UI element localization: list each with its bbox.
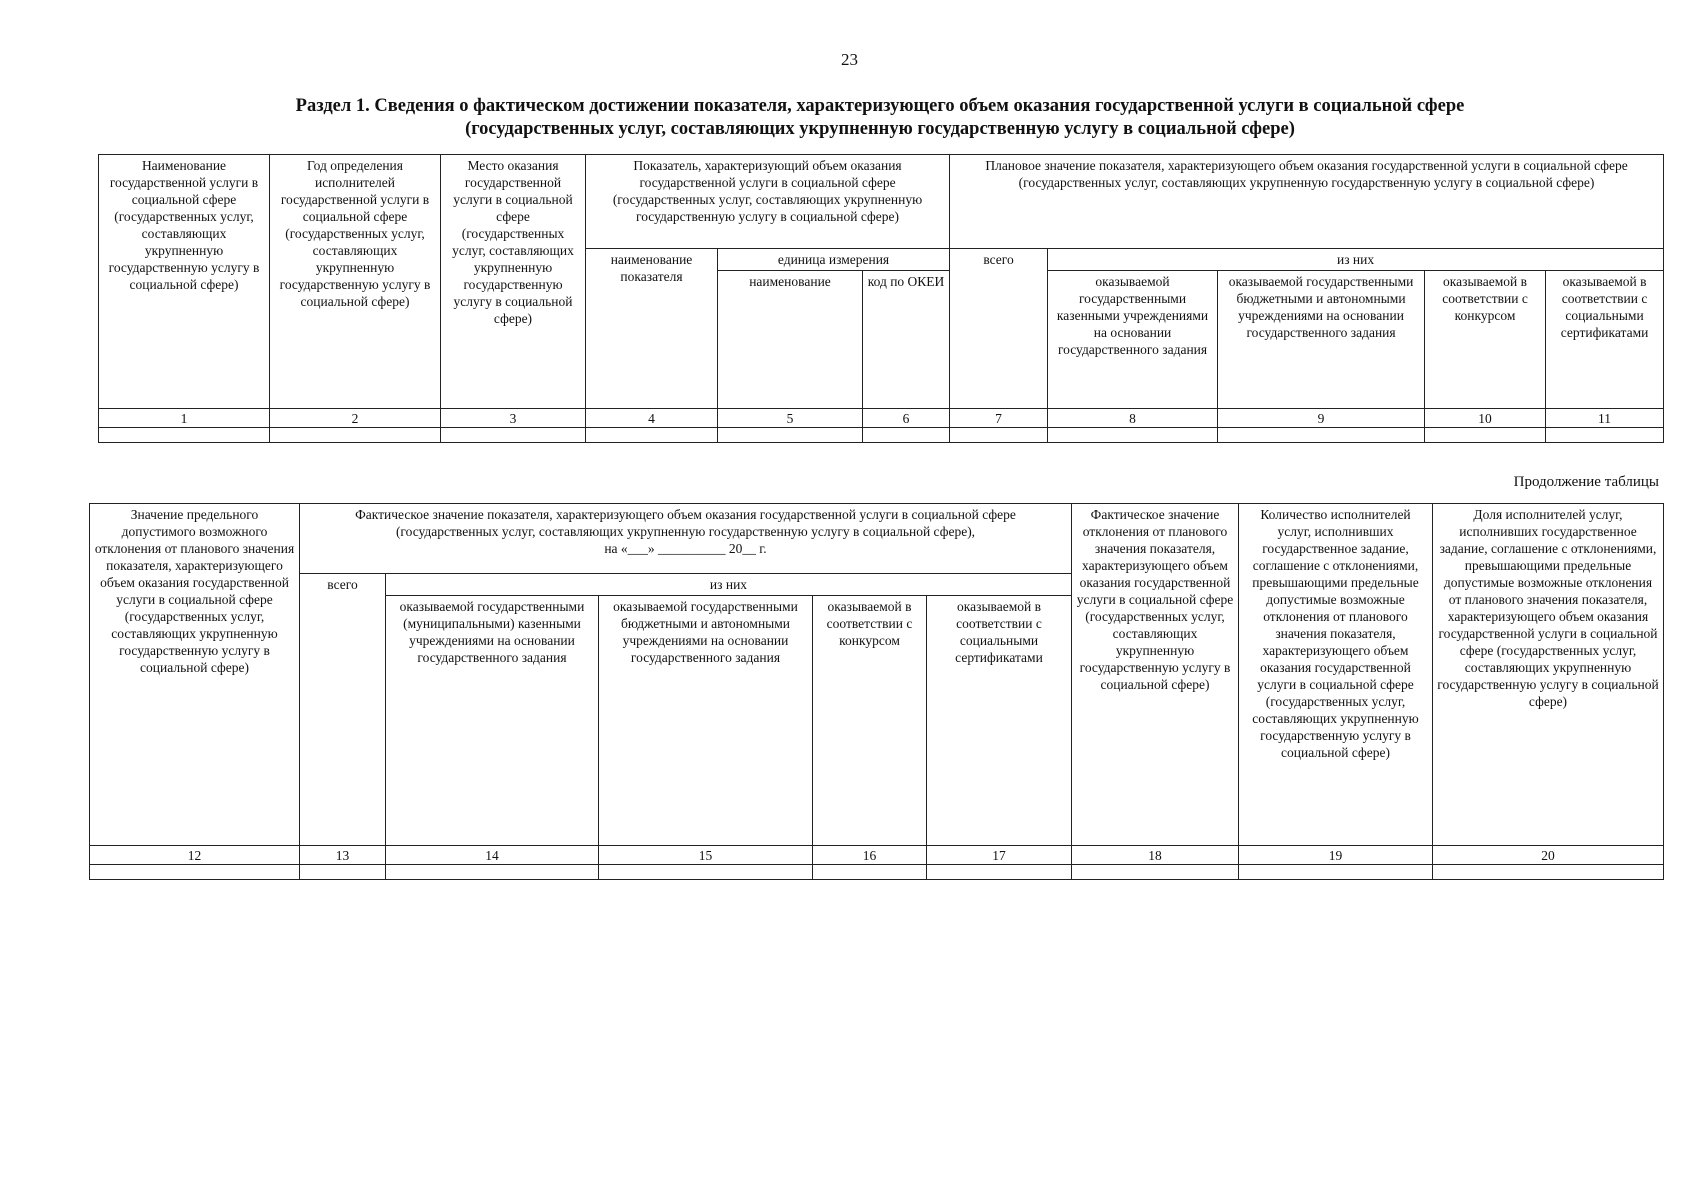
header-actual-deviation: Фактическое значение отклонения от планового значения показателя, характеризующего объем оказания государственной услуги в социальной сфере (государственных услуг, составляющих укрупненную государственную услугу в социальной сфере) <box>1072 504 1239 846</box>
data-cell[interactable] <box>1425 428 1546 443</box>
column-number: 18 <box>1072 846 1239 865</box>
section-heading <box>140 95 1620 141</box>
table-continuation-label: Продолжение таблицы <box>1513 474 1659 490</box>
header-actual-value-text: Фактическое значение показателя, характеризующего объем оказания государственной услуги в социальной сфере (государственных услуг, составляющих укрупненную государственную услугу в социальной сфере), <box>355 507 1016 539</box>
column-number: 4 <box>586 409 718 428</box>
data-cell[interactable] <box>441 428 586 443</box>
header-planned-budget-institutions: оказываемой государственными бюджетными и автономными учреждениями на основании государственного задания <box>1218 271 1425 409</box>
header-service-place: Место оказания государственной услуги в социальной сфере (государственных услуг, составляющих укрупненную государственную услугу в социальной сфере) <box>441 155 586 409</box>
column-number: 2 <box>270 409 441 428</box>
header-actual-of-them: из них <box>386 574 1072 596</box>
header-indicator-group: Показатель, характеризующий объем оказания государственной услуги в социальной сфере (государственных услуг, составляющих укрупненную государственную услугу в социальной сфере) <box>586 155 950 249</box>
column-number: 20 <box>1433 846 1664 865</box>
column-number: 15 <box>599 846 813 865</box>
data-cell[interactable] <box>599 865 813 880</box>
data-cell[interactable] <box>386 865 599 880</box>
header-planned-competition: оказываемой в соответствии с конкурсом <box>1425 271 1546 409</box>
data-cell[interactable] <box>90 865 300 880</box>
column-numbers-row <box>90 846 1664 865</box>
column-number: 16 <box>813 846 927 865</box>
column-number: 5 <box>718 409 863 428</box>
actual-values-table <box>89 503 1664 880</box>
header-service-name: Наименование государственной услуги в социальной сфере (государственных услуг, составляющих укрупненную государственную услугу в социальной сфере) <box>99 155 270 409</box>
section-heading-line-1: Раздел 1. Сведения о фактическом достижении показателя, характеризующего объем оказания государственной услуги в социальной сфере <box>295 96 1465 116</box>
header-unit-group: единица измерения <box>718 249 950 271</box>
column-number: 10 <box>1425 409 1546 428</box>
column-number: 14 <box>386 846 599 865</box>
data-cell[interactable] <box>813 865 927 880</box>
section-heading-line-2: (государственных услуг, составляющих укрупненную государственную услугу в социальной сфере) <box>465 119 1295 139</box>
page-number: 23 <box>841 50 858 69</box>
header-actual-state-institutions: оказываемой государственными (муниципальными) казенными учреждениями на основании государственного задания <box>386 596 599 846</box>
column-number: 7 <box>950 409 1048 428</box>
data-cell[interactable] <box>718 428 863 443</box>
header-actual-certificates: оказываемой в соответствии с социальными сертификатами <box>927 596 1072 846</box>
column-number: 3 <box>441 409 586 428</box>
data-cell[interactable] <box>270 428 441 443</box>
planned-values-table <box>98 154 1664 443</box>
data-cell[interactable] <box>863 428 950 443</box>
header-indicator-name: наименование показателя <box>586 249 718 409</box>
header-actual-total: всего <box>300 574 386 846</box>
column-number: 6 <box>863 409 950 428</box>
column-number: 11 <box>1546 409 1664 428</box>
header-okei-code: код по ОКЕИ <box>863 271 950 409</box>
data-cell[interactable] <box>1433 865 1664 880</box>
header-max-deviation: Значение предельного допустимого возможного отклонения от планового значения показателя, характеризующего объем оказания государственной услуги в социальной сфере (государственных услуг, составляющих укрупненную государственную услугу в социальной сфере) <box>90 504 300 846</box>
data-cell[interactable] <box>586 428 718 443</box>
data-cell[interactable] <box>1048 428 1218 443</box>
table-row <box>90 865 1664 880</box>
header-planned-total: всего <box>950 249 1048 409</box>
header-planned-state-institutions: оказываемой государственными казенными учреждениями на основании государственного задания <box>1048 271 1218 409</box>
header-planned-of-them: из них <box>1048 249 1664 271</box>
header-provider-year: Год определения исполнителей государственной услуги в социальной сфере (государственных услуг, составляющих укрупненную государственную услугу в социальной сфере) <box>270 155 441 409</box>
data-cell[interactable] <box>1072 865 1239 880</box>
data-cell[interactable] <box>1239 865 1433 880</box>
data-cell[interactable] <box>1546 428 1664 443</box>
column-number: 12 <box>90 846 300 865</box>
header-actual-budget-institutions: оказываемой государственными бюджетными и автономными учреждениями на основании государственного задания <box>599 596 813 846</box>
header-planned-certificates: оказываемой в соответствии с социальными сертификатами <box>1546 271 1664 409</box>
data-cell[interactable] <box>950 428 1048 443</box>
data-cell[interactable] <box>300 865 386 880</box>
data-cell[interactable] <box>927 865 1072 880</box>
table-row <box>99 428 1664 443</box>
data-cell[interactable] <box>99 428 270 443</box>
header-planned-value-group: Плановое значение показателя, характеризующего объем оказания государственной услуги в социальной сфере (государственных услуг, составляющих укрупненную государственную услугу в социальной сфере) <box>950 155 1664 249</box>
column-numbers-row <box>99 409 1664 428</box>
header-actual-value-group <box>300 504 1072 574</box>
report-date-field[interactable]: на «___» __________ 20__ г. <box>604 541 767 556</box>
header-providers-count: Количество исполнителей услуг, исполнивших государственное задание, соглашение с отклонениями, превышающими предельные допустимые возможные отклонения от планового значения показателя, характеризующего объем оказания государственной услуги в социальной сфере (государственных услуг, составляющих укрупненную государственную услугу в социальной сфере) <box>1239 504 1433 846</box>
column-number: 8 <box>1048 409 1218 428</box>
header-unit-name: наименование <box>718 271 863 409</box>
column-number: 13 <box>300 846 386 865</box>
column-number: 19 <box>1239 846 1433 865</box>
header-providers-share: Доля исполнителей услуг, исполнивших государственное задание, соглашение с отклонениями, превышающими предельные допустимые возможные отклонения от планового значения показателя, характеризующего объем оказания государственной услуги в социальной сфере (государственных услуг, составляющих укрупненную государственную услугу в социальной сфере) <box>1433 504 1664 846</box>
header-actual-competition: оказываемой в соответствии с конкурсом <box>813 596 927 846</box>
column-number: 17 <box>927 846 1072 865</box>
data-cell[interactable] <box>1218 428 1425 443</box>
column-number: 9 <box>1218 409 1425 428</box>
column-number: 1 <box>99 409 270 428</box>
